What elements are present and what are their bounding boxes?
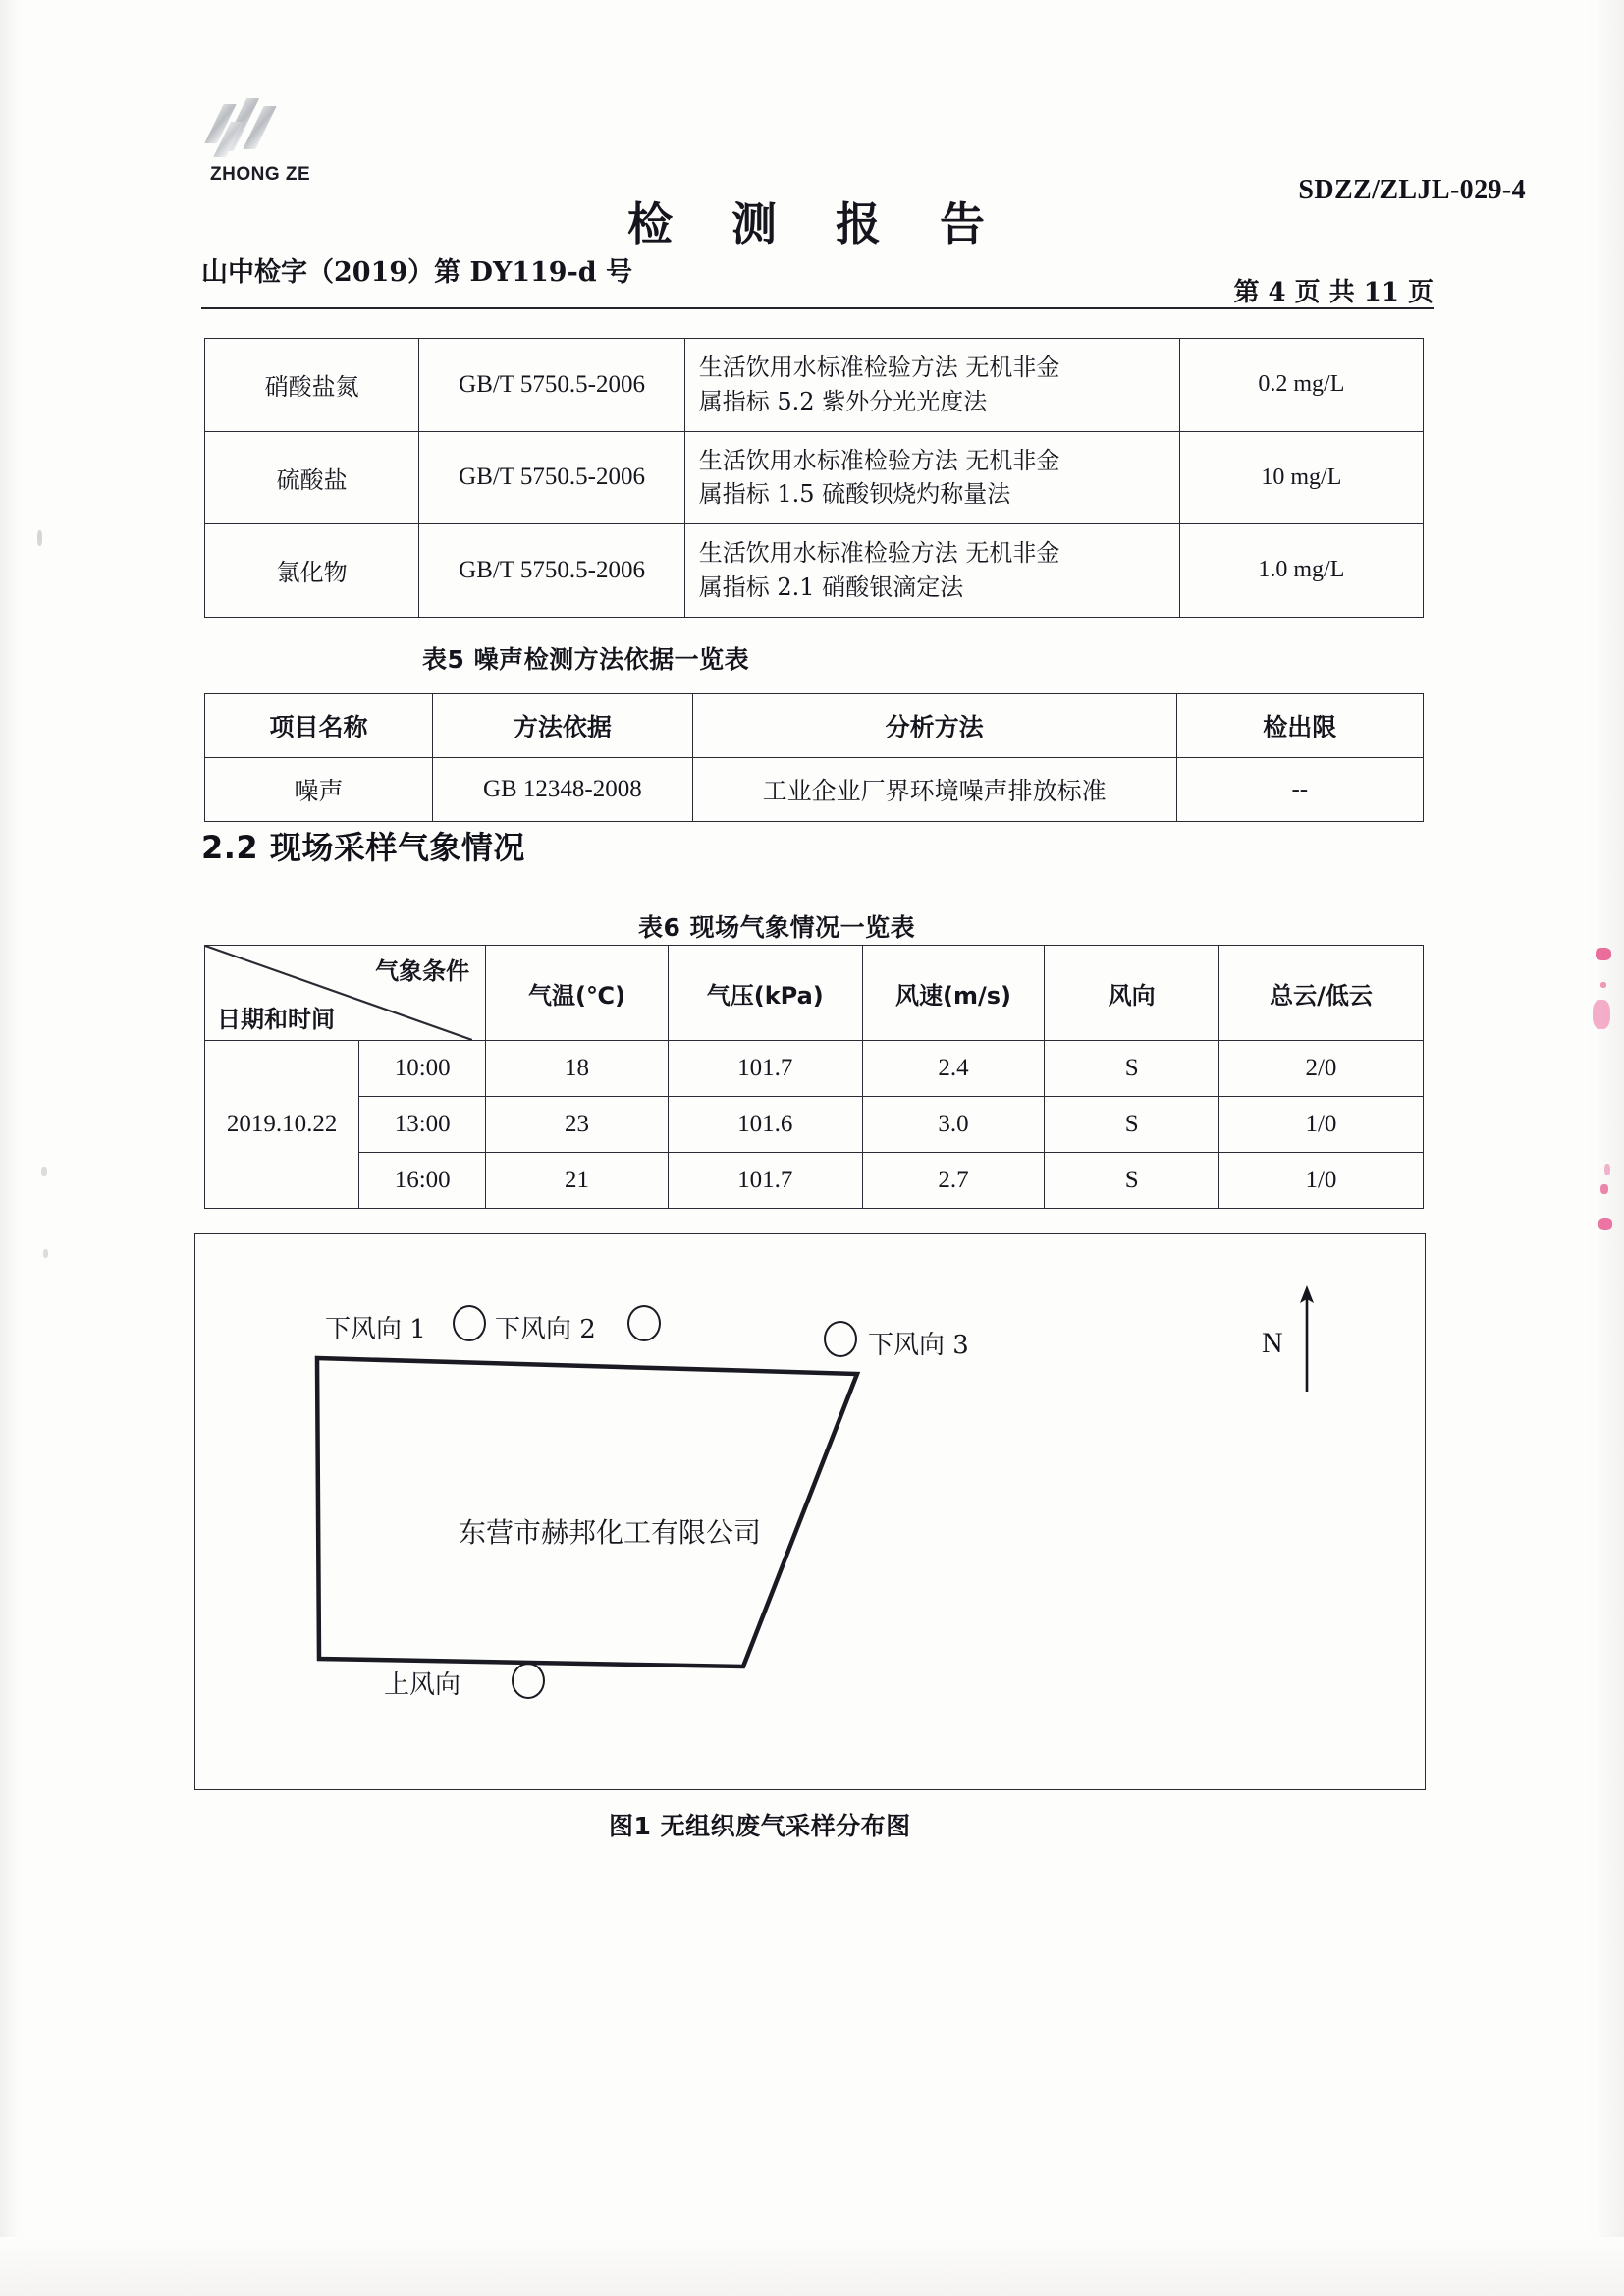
cell-temperature: 21	[486, 1153, 669, 1209]
cell-wind-direction: S	[1045, 1153, 1219, 1209]
cell-date: 2019.10.22	[205, 1041, 359, 1209]
label-upwind: 上风向	[384, 1670, 461, 1700]
cell-temperature: 23	[486, 1097, 669, 1153]
report-number: 山中检字（2019）第 DY119-d 号	[201, 257, 633, 288]
header-meta-row	[201, 250, 1434, 309]
cell-pressure: 101.6	[668, 1097, 862, 1153]
cell-method-line2: 属指标 5.2 紫外分光光度法	[698, 387, 988, 415]
cell-method: 工业企业厂界环境噪声排放标准	[692, 758, 1176, 822]
table-row	[205, 1097, 1424, 1153]
cell-wind-speed: 2.7	[862, 1153, 1045, 1209]
cell-method-line1: 生活饮用水标准检验方法 无机非金	[698, 354, 1060, 381]
scan-edge-bottom	[0, 2237, 1624, 2296]
table-weather-conditions	[204, 945, 1424, 1209]
column-header-cloud: 总云/低云	[1218, 946, 1423, 1041]
cell-item: 噪声	[205, 758, 433, 822]
corner-label-condition: 气象条件	[375, 957, 470, 985]
scan-speckle	[1600, 1184, 1608, 1194]
cell-time: 10:00	[359, 1041, 486, 1097]
cell-method-line2: 属指标 1.5 硫酸钡烧灼称量法	[698, 480, 1011, 509]
scan-speckle	[1604, 1164, 1610, 1175]
table-row	[205, 339, 1424, 432]
company-logo	[208, 98, 326, 191]
table-header-row	[205, 946, 1424, 1041]
cell-standard: GB/T 5750.5-2006	[419, 431, 684, 524]
cell-wind-direction: S	[1045, 1097, 1219, 1153]
cell-detection-limit: --	[1176, 758, 1423, 822]
scan-speckle	[41, 1167, 47, 1176]
cell-wind-direction: S	[1045, 1041, 1219, 1097]
table5-caption: 表5 噪声检测方法依据一览表	[422, 645, 750, 674]
logo-text: ZHONG ZE	[210, 164, 311, 185]
north-label: N	[1262, 1327, 1283, 1359]
section-heading-2-2: 2.2 现场采样气象情况	[201, 829, 525, 866]
corner-split-cell	[205, 946, 486, 1041]
cell-method-line1: 生活饮用水标准检验方法 无机非金	[698, 446, 1060, 474]
cell-wind-speed: 3.0	[862, 1097, 1045, 1153]
cell-standard: GB 12348-2008	[433, 758, 693, 822]
table-noise-methods	[204, 693, 1424, 822]
scan-edge-right	[1585, 0, 1624, 2296]
cell-item: 氯化物	[205, 524, 419, 618]
cell-pressure: 101.7	[668, 1153, 862, 1209]
sampling-point-downwind-2	[627, 1305, 661, 1341]
north-arrow-icon	[1295, 1285, 1319, 1392]
cell-detection-limit: 0.2 mg/L	[1179, 339, 1423, 432]
figure1-caption: 图1 无组织废气采样分布图	[609, 1812, 911, 1840]
zhongze-logo-icon	[208, 98, 293, 159]
column-header-detection-limit: 检出限	[1176, 694, 1423, 758]
cell-detection-limit: 10 mg/L	[1179, 431, 1423, 524]
table-row	[205, 758, 1424, 822]
table6-caption: 表6 现场气象情况一览表	[638, 913, 916, 942]
column-header-pressure: 气压(kPa)	[668, 946, 862, 1041]
table-water-methods	[204, 338, 1424, 618]
cell-method	[684, 431, 1179, 524]
scan-speckle	[1600, 982, 1606, 988]
cell-method-line2: 属指标 2.1 硝酸银滴定法	[698, 573, 964, 601]
cell-temperature: 18	[486, 1041, 669, 1097]
column-header-wind-direction: 风向	[1045, 946, 1219, 1041]
cell-item: 硫酸盐	[205, 431, 419, 524]
cell-standard: GB/T 5750.5-2006	[419, 339, 684, 432]
scan-speckle	[37, 530, 42, 546]
north-compass	[1262, 1285, 1330, 1394]
scan-edge-left	[0, 0, 27, 2296]
cell-wind-speed: 2.4	[862, 1041, 1045, 1097]
cell-pressure: 101.7	[668, 1041, 862, 1097]
scan-speckle	[1596, 948, 1611, 960]
label-downwind-3: 下风向 3	[868, 1331, 969, 1360]
label-downwind-2: 下风向 2	[495, 1315, 596, 1344]
cell-cloud: 1/0	[1218, 1153, 1423, 1209]
cell-method	[684, 524, 1179, 618]
page-number: 第 4 页 共 11 页	[1233, 278, 1434, 307]
scan-speckle	[1593, 1000, 1610, 1029]
column-header-temperature: 气温(℃)	[486, 946, 669, 1041]
figure-sampling-layout	[194, 1233, 1426, 1790]
table-header-row	[205, 694, 1424, 758]
corner-label-datetime: 日期和时间	[217, 1006, 335, 1033]
table-row	[205, 524, 1424, 618]
header-divider	[201, 307, 1434, 309]
column-header-item: 项目名称	[205, 694, 433, 758]
cell-detection-limit: 1.0 mg/L	[1179, 524, 1423, 618]
cell-cloud: 2/0	[1218, 1041, 1423, 1097]
cell-item: 硝酸盐氮	[205, 339, 419, 432]
page-title: 检 测 报 告	[626, 197, 1007, 250]
cell-time: 16:00	[359, 1153, 486, 1209]
scan-speckle	[1598, 1218, 1612, 1230]
label-downwind-1: 下风向 1	[325, 1315, 426, 1344]
cell-method-line1: 生活饮用水标准检验方法 无机非金	[698, 539, 1060, 568]
scan-speckle	[43, 1249, 48, 1258]
cell-cloud: 1/0	[1218, 1097, 1423, 1153]
sampling-point-upwind	[512, 1663, 545, 1699]
column-header-standard: 方法依据	[433, 694, 693, 758]
column-header-method: 分析方法	[692, 694, 1176, 758]
plant-name-label: 东营市赫邦化工有限公司	[459, 1516, 762, 1549]
cell-standard: GB/T 5750.5-2006	[419, 524, 684, 618]
table-row	[205, 1041, 1424, 1097]
cell-method	[684, 339, 1179, 432]
column-header-wind-speed: 风速(m/s)	[862, 946, 1045, 1041]
table-row	[205, 1153, 1424, 1209]
table-row	[205, 431, 1424, 524]
sampling-point-downwind-1	[453, 1305, 486, 1341]
cell-time: 13:00	[359, 1097, 486, 1153]
document-code: SDZZ/ZLJL-029-4	[1298, 175, 1526, 205]
